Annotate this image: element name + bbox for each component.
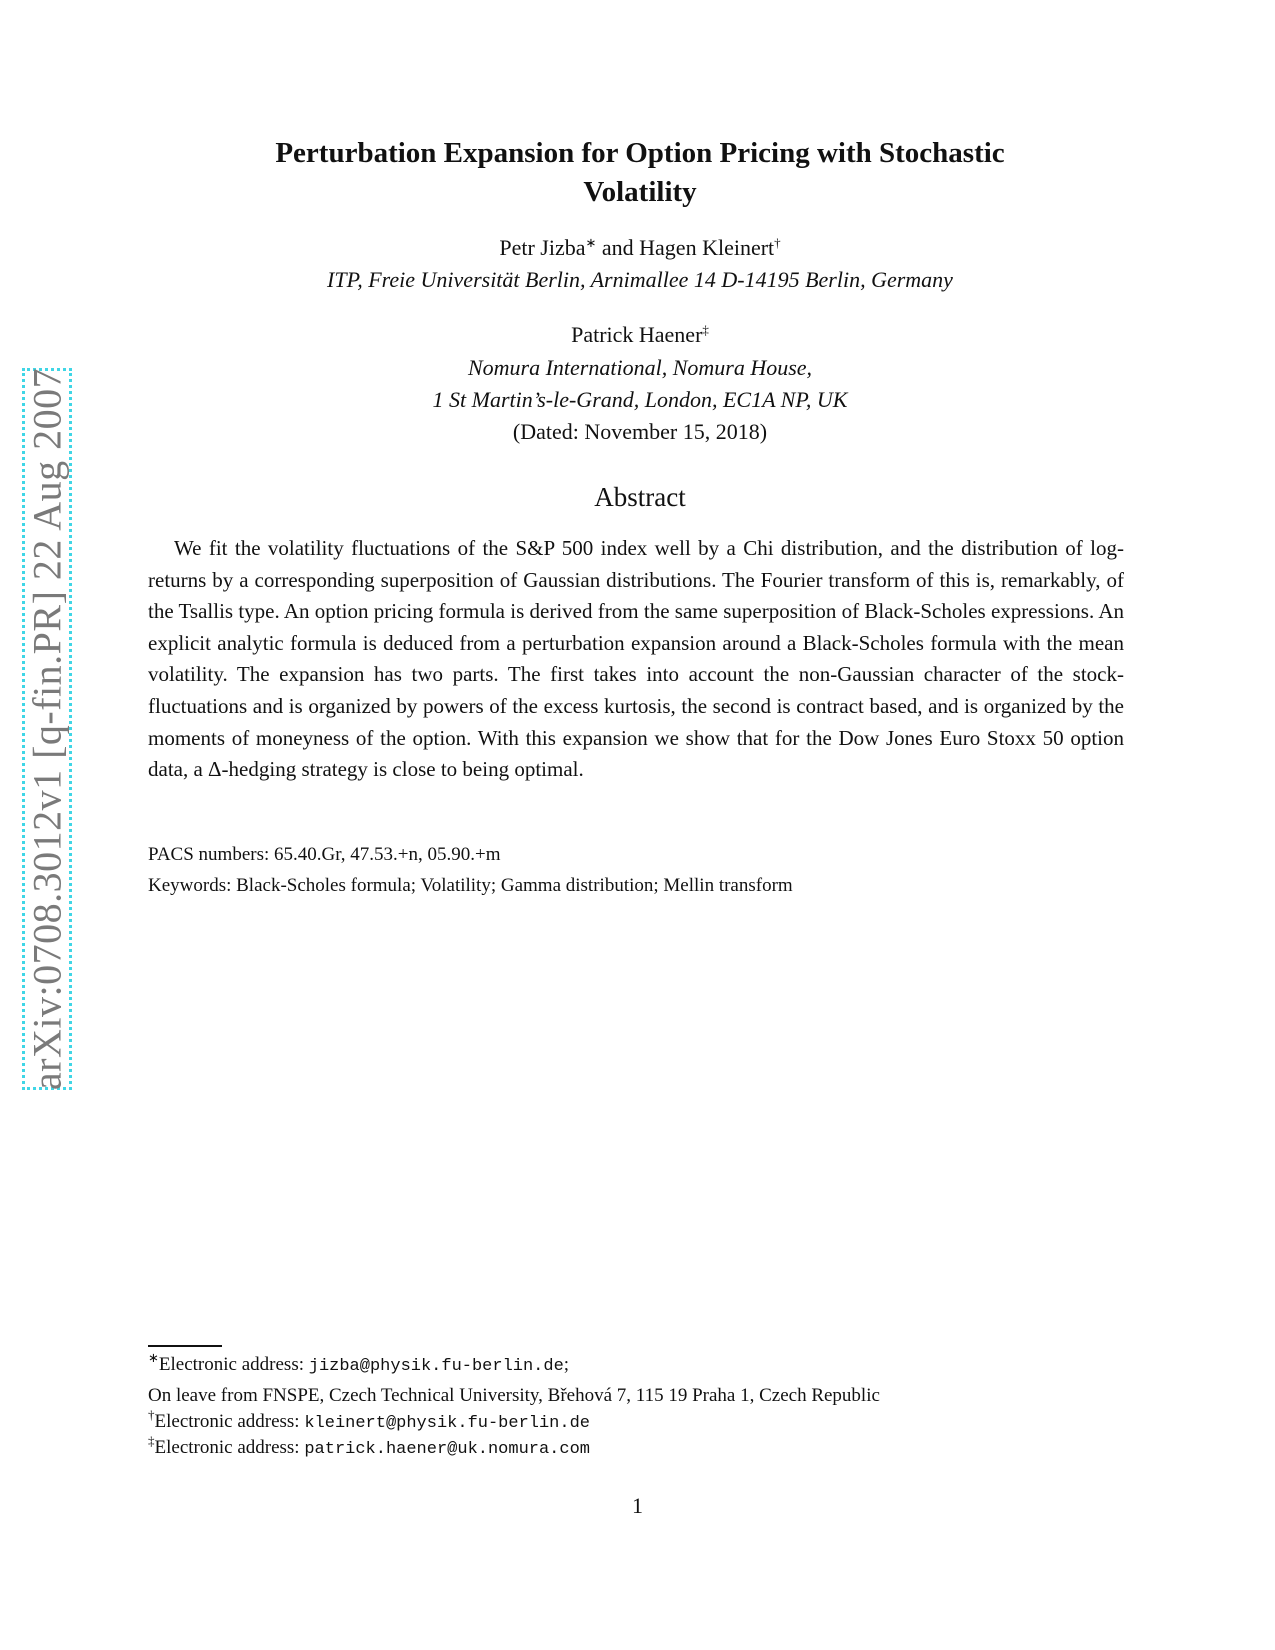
footnote-mark-ddagger: ‡: [148, 1433, 155, 1448]
paper-title: [140, 134, 1140, 212]
footnote-2: [148, 1407, 1138, 1436]
abstract-text: We fit the volatility fluctuations of the S&P 500 index well by a Chi distribution, and the distribution of log-returns by a corresponding superposition of Gaussian distributions. The Fourier transform of this is, remarkably, of the Tsallis type. An option pricing formula is derived from the same superposition of Black-Scholes expressions. An explicit analytic formula is deduced from a perturbation expansion around a Black-Scholes formula with the mean volatility. The expansion has two parts. The first takes into account the non-Gaussian character of the stock-fluctuations and is organized by powers of the excess kurtosis, the second is contract based, and is organized by the moments of moneyness of the option. With this expansion we show that for the Dow Jones Euro Stoxx 50 option data, a Δ-hedging strategy is close to being optimal.: [148, 536, 1124, 782]
affiliation-nomura-line-2: 1 St Martin’s-le-Grand, London, EC1A NP, UK: [432, 387, 848, 412]
arxiv-stamp: [22, 368, 72, 1090]
footnote-3-label: Electronic address:: [154, 1437, 305, 1458]
footnote-mark-dagger: †: [148, 1407, 155, 1422]
footnote-1: [148, 1350, 1138, 1379]
affiliation-nomura-line-1: Nomura International, Nomura House,: [467, 355, 813, 380]
author-haener: Patrick Haener: [571, 322, 703, 347]
authors-line-1: [140, 234, 1140, 262]
footnote-1-label: Electronic address:: [158, 1354, 309, 1375]
author-kleinert: Hagen Kleinert: [639, 235, 775, 260]
author-mark-asterisk: ∗: [585, 235, 597, 250]
author-mark-dagger: †: [774, 235, 781, 250]
pacs-numbers: PACS numbers: 65.40.Gr, 47.53.+n, 05.90.+m: [148, 844, 501, 865]
title-line-1: Perturbation Expansion for Option Pricing with Stochastic: [275, 137, 1005, 169]
title-line-2: Volatility: [583, 176, 697, 208]
footnote-1-tail: ;: [563, 1354, 570, 1375]
email-jizba-link[interactable]: jizba@physik.fu-berlin.de: [308, 1357, 564, 1376]
author-jizba: Petr Jizba: [499, 235, 586, 260]
dated-line: (Dated: November 15, 2018): [512, 419, 768, 444]
email-haener-link[interactable]: patrick.haener@uk.nomura.com: [304, 1440, 590, 1459]
abstract-heading: Abstract: [594, 482, 686, 512]
email-kleinert-link[interactable]: kleinert@physik.fu-berlin.de: [304, 1414, 590, 1433]
footnote-rule: [148, 1345, 222, 1347]
author-mark-ddagger: ‡: [702, 322, 709, 337]
footnote-3: [148, 1433, 1138, 1462]
keywords: Keywords: Black-Scholes formula; Volatility; Gamma distribution; Mellin transform: [148, 875, 793, 896]
footnote-2-label: Electronic address:: [154, 1411, 305, 1432]
affiliation-itp: ITP, Freie Universität Berlin, Arnimallee 14 D-14195 Berlin, Germany: [327, 267, 953, 292]
footnote-leave: On leave from FNSPE, Czech Technical University, Břehová 7, 115 19 Praha 1, Czech Republic: [148, 1385, 880, 1406]
arxiv-id: arXiv:0708.3012v1 [q-fin.PR] 22 Aug 2007: [24, 367, 70, 1091]
authors-and: and: [596, 235, 640, 260]
authors-line-2: [140, 321, 1140, 349]
page-number: 1: [632, 1493, 643, 1518]
footnote-mark-asterisk: ∗: [148, 1350, 159, 1365]
